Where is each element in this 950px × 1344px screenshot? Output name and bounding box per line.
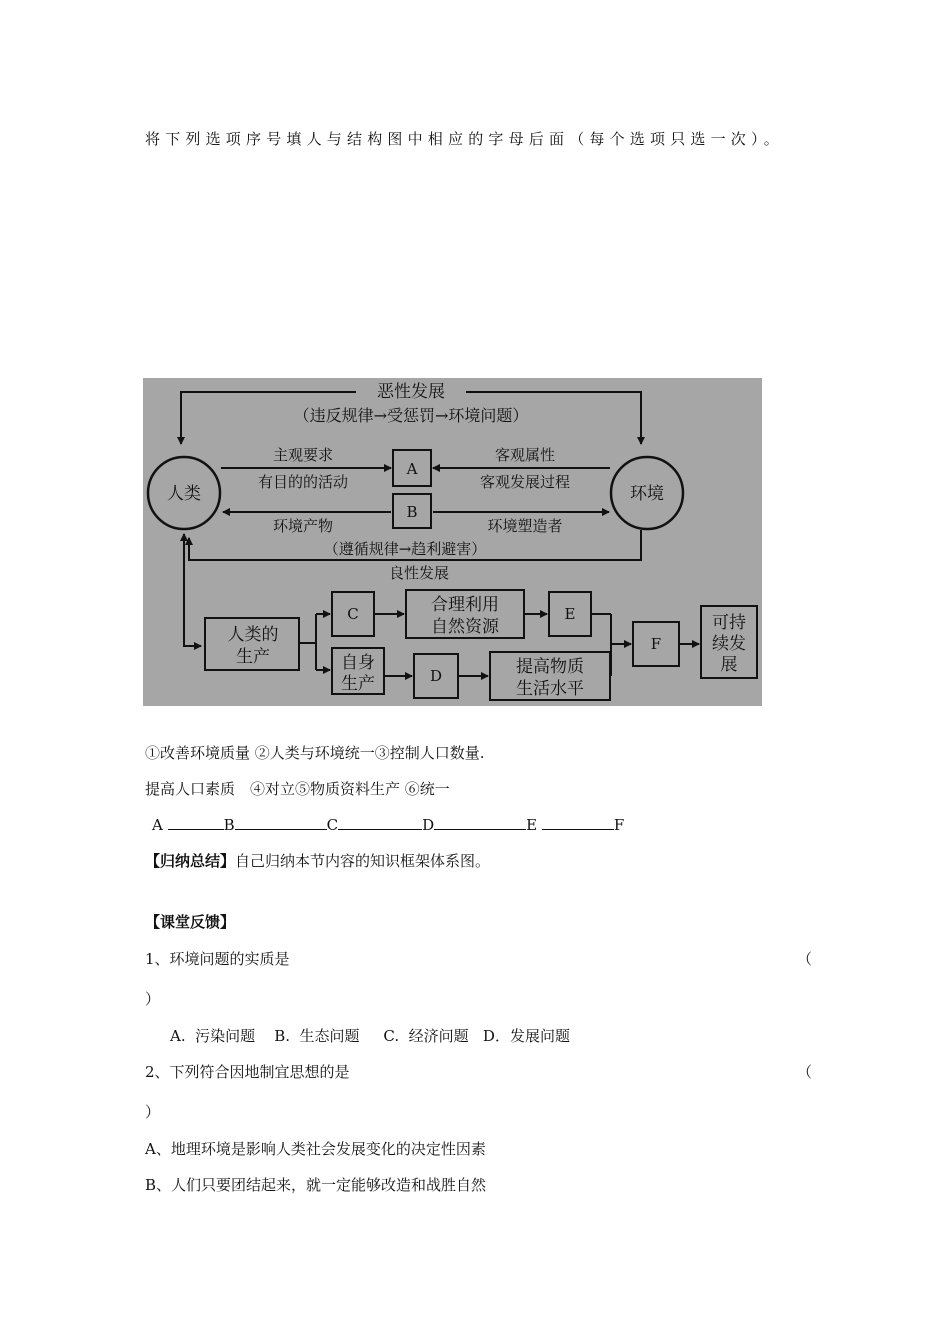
bad-development-chain: （违反规律→受惩罚→环境问题） — [293, 406, 529, 425]
sustainable-line2: 续发 — [712, 634, 746, 654]
box-a-label: A — [406, 460, 418, 478]
box-c-label: C — [347, 605, 359, 623]
feedback-heading: 【课堂反馈】 — [145, 913, 236, 931]
q2-stem: 2、下列符合因地制宜思想的是 — [145, 1063, 350, 1081]
options-line-1: ①改善环境质量 ②人类与环境统一③控制人口数量. — [145, 744, 485, 762]
good-development-chain: （遵循规律→趋利避害） — [323, 540, 487, 558]
env-product-label: 环境产物 — [272, 517, 334, 535]
q2-close-paren: ） — [145, 1103, 161, 1121]
blank-label-d: D — [422, 816, 435, 834]
rational-use-line2: 自然资源 — [431, 617, 499, 637]
purposeful-activity-label: 有目的的活动 — [257, 473, 349, 491]
sustainable-line3: 展 — [720, 655, 738, 675]
blank-d-field[interactable] — [434, 815, 526, 830]
summary-text: 自己归纳本节内容的知识框架体系图。 — [235, 852, 491, 870]
blank-b-field[interactable] — [235, 815, 327, 830]
human-production-line1: 人类的 — [227, 625, 279, 645]
blank-label-a: A — [152, 816, 163, 834]
human-label: 人类 — [167, 484, 201, 504]
answer-blanks-row — [152, 815, 624, 834]
env-shaper-label: 环境塑造者 — [487, 517, 563, 535]
q1-open-paren: （ — [797, 950, 813, 968]
objective-attribute-label: 客观属性 — [494, 446, 556, 464]
q2-option-b: B、人们只要团结起来，就一定能够改造和战胜自然 — [145, 1176, 487, 1194]
blank-e-field[interactable] — [542, 815, 614, 830]
good-development-label: 良性发展 — [388, 564, 450, 582]
blank-c-field[interactable] — [338, 815, 422, 830]
improve-living-line1: 提高物质 — [516, 657, 584, 677]
options-line-2: 提高人口素质 ④对立⑤物质资料生产 ⑥统一 — [145, 780, 450, 798]
objective-process-label: 客观发展过程 — [479, 473, 571, 491]
box-e-label: E — [564, 605, 576, 623]
bad-development-label: 恶性发展 — [377, 382, 445, 402]
summary-heading: 【归纳总结】 — [145, 852, 236, 870]
blank-label-e: E — [526, 816, 538, 834]
instruction-text: 将下列选项序号填人与结构图中相应的字母后面（每个选项只选一次）。 — [145, 130, 784, 148]
self-production-line2: 生产 — [341, 674, 375, 694]
blank-label-b: B — [223, 816, 235, 834]
q2-option-a: A、地理环境是影响人类社会发展变化的决定性因素 — [145, 1140, 486, 1158]
blank-a-field[interactable] — [168, 815, 224, 830]
sustainable-line1: 可持 — [712, 613, 746, 633]
self-production-line1: 自身 — [341, 653, 375, 673]
summary-row — [145, 850, 490, 871]
human-environment-diagram — [143, 378, 762, 706]
box-d-label: D — [429, 667, 443, 685]
blank-label-c: C — [326, 816, 339, 834]
q1-options: A. 污染问题 B. 生态问题 C. 经济问题 D．发展问题 — [170, 1027, 570, 1045]
box-f-label: F — [650, 635, 662, 653]
q1-close-paren: ） — [145, 990, 161, 1008]
human-production-line2: 生产 — [236, 647, 270, 667]
q2-open-paren: （ — [797, 1063, 813, 1081]
q1-stem: 1、环境问题的实质是 — [145, 950, 290, 968]
rational-use-line1: 合理利用 — [431, 595, 499, 615]
box-b-label: B — [406, 503, 418, 521]
blank-label-f: F — [613, 816, 625, 834]
improve-living-line2: 生活水平 — [516, 679, 584, 699]
subjective-requirement-label: 主观要求 — [272, 446, 334, 464]
environment-label: 环境 — [630, 484, 664, 504]
